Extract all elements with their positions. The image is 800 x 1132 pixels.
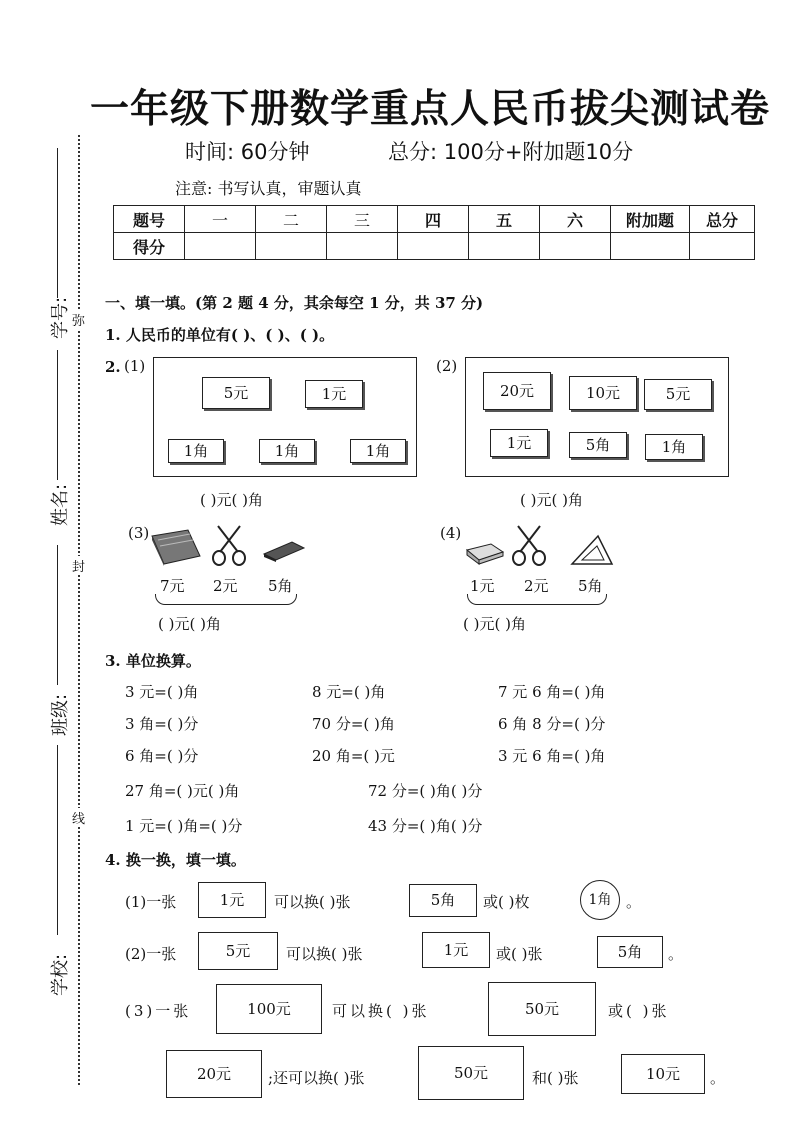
q4-2-text: (2)一张: [125, 945, 177, 963]
score-input-cell[interactable]: [611, 233, 690, 260]
class-label: 班级:: [50, 693, 72, 737]
score-header-cell: 附加题: [611, 206, 690, 233]
q4-1-end: 。: [626, 893, 642, 911]
score-header-cell: 三: [327, 206, 398, 233]
score-input-cell[interactable]: [256, 233, 327, 260]
conversion-item[interactable]: 3 元=( )角: [125, 683, 199, 701]
money-note: 100元: [216, 984, 322, 1034]
seal-char-xian: 线: [72, 808, 85, 827]
school-line: [57, 745, 58, 935]
question-1: 1. 人民币的单位有( )、( )、( )。: [105, 326, 335, 344]
money-note: 1元: [490, 429, 548, 457]
price-label: 5角: [578, 577, 603, 595]
exam-note: 注意: 书写认真，审题认真: [175, 179, 362, 198]
score-input-cell[interactable]: [327, 233, 398, 260]
seal-char-feng: 封: [72, 556, 85, 575]
price-label: 7元: [160, 577, 185, 595]
scissors-icon: [210, 524, 248, 566]
conversion-item[interactable]: 20 角=( )元: [312, 747, 395, 765]
q2-4-label: (4): [440, 524, 462, 542]
binding-dotted-line: [78, 135, 80, 1085]
q2-1-answer[interactable]: ( )元( )角: [200, 491, 263, 509]
q4-3b-end: 。: [710, 1069, 726, 1087]
money-note: 1角: [350, 439, 406, 463]
money-note: 1元: [422, 932, 490, 968]
score-table-row: [114, 233, 755, 260]
money-note: 5元: [198, 932, 278, 970]
score-input-cell[interactable]: [469, 233, 540, 260]
student-id-line: [57, 148, 58, 298]
conversion-item[interactable]: 3 角=( )分: [125, 715, 199, 733]
conversion-item[interactable]: 6 角=( )分: [125, 747, 199, 765]
question-3: 3. 单位换算。: [105, 652, 201, 670]
score-header-cell: 一: [185, 206, 256, 233]
q4-1-text: (1)一张: [125, 893, 177, 911]
name-line: [57, 350, 58, 480]
q2-2-label: (2): [436, 357, 458, 375]
money-note: 1元: [305, 380, 363, 408]
money-note: 10元: [621, 1054, 705, 1094]
money-note: 20元: [483, 372, 551, 410]
q4-3-text: (3)一张: [125, 1002, 192, 1020]
score-input-cell[interactable]: [690, 233, 755, 260]
price-label: 2元: [524, 577, 549, 595]
price-label: 2元: [213, 577, 238, 595]
question-2-number: 2.: [105, 358, 121, 376]
price-label: 5角: [268, 577, 293, 595]
score-input-cell[interactable]: [398, 233, 469, 260]
score-row-label: 得分: [114, 233, 185, 260]
money-note: 5角: [597, 936, 663, 968]
q4-3-blank[interactable]: 或( )张: [608, 1002, 670, 1020]
score-header-cell: 二: [256, 206, 327, 233]
money-note: 50元: [418, 1046, 524, 1100]
money-note: 5角: [569, 432, 627, 458]
money-note: 50元: [488, 982, 596, 1036]
q4-2-end: 。: [668, 945, 684, 963]
exam-time: 时间: 60分钟: [185, 140, 310, 164]
eraser-icon: [465, 540, 505, 566]
price-label: 1元: [470, 577, 495, 595]
page-title: 一年级下册数学重点人民币拔尖测试卷: [89, 87, 770, 132]
score-header-cell: 六: [540, 206, 611, 233]
money-note: 5角: [409, 884, 477, 917]
stapler-icon: [262, 538, 306, 562]
exam-score: 总分: 100分+附加题10分: [388, 140, 634, 164]
q2-4-answer[interactable]: ( )元( )角: [463, 615, 526, 633]
book-icon: [150, 528, 202, 566]
score-input-cell[interactable]: [185, 233, 256, 260]
conversion-item[interactable]: 8 元=( )角: [312, 683, 386, 701]
q4-1-blank[interactable]: 可以换( )张: [274, 893, 351, 911]
money-note: 20元: [166, 1050, 262, 1098]
school-label: 学校:: [50, 953, 72, 997]
conversion-item[interactable]: 43 分=( )角( )分: [368, 817, 483, 835]
q4-3b-blank[interactable]: ;还可以换( )张: [268, 1069, 365, 1087]
q4-3-blank[interactable]: 可以换( )张: [332, 1002, 430, 1020]
money-note: 5元: [202, 377, 270, 409]
score-header-cell: 题号: [114, 206, 185, 233]
q2-2-answer[interactable]: ( )元( )角: [520, 491, 583, 509]
conversion-item[interactable]: 72 分=( )角( )分: [368, 782, 483, 800]
conversion-item[interactable]: 27 角=( )元( )角: [125, 782, 240, 800]
money-note: 5元: [644, 379, 712, 410]
score-input-cell[interactable]: [540, 233, 611, 260]
conversion-item[interactable]: 70 分=( )角: [312, 715, 395, 733]
q2-3-label: (3): [128, 524, 150, 542]
scissors-icon: [510, 524, 548, 566]
class-line: [57, 545, 58, 685]
q4-2-blank[interactable]: 可以换( )张: [286, 945, 363, 963]
conversion-item[interactable]: 1 元=( )角=( )分: [125, 817, 243, 835]
q4-3b-blank[interactable]: 和( )张: [532, 1069, 579, 1087]
money-note: 1角: [259, 439, 315, 463]
conversion-item[interactable]: 6 角 8 分=( )分: [498, 715, 606, 733]
section-heading: 一、填一填。(第 2 题 4 分，其余每空 1 分，共 37 分): [105, 294, 484, 312]
q2-1-label: (1): [124, 357, 146, 375]
conversion-item[interactable]: 3 元 6 角=( )角: [498, 747, 606, 765]
price-brace: [155, 594, 297, 605]
money-note: 10元: [569, 376, 637, 410]
price-brace: [467, 594, 607, 605]
q4-2-blank[interactable]: 或( )张: [496, 945, 543, 963]
triangle-ruler-icon: [570, 534, 614, 566]
score-header-cell: 总分: [690, 206, 755, 233]
q4-1-blank[interactable]: 或( )枚: [483, 893, 530, 911]
seal-char-mi: 弥: [72, 310, 85, 329]
question-4: 4. 换一换，填一填。: [105, 851, 246, 869]
q2-3-answer[interactable]: ( )元( )角: [158, 615, 221, 633]
money-note: 1元: [198, 882, 266, 918]
coin: 1角: [580, 880, 620, 920]
student-id-label: 学号:: [50, 296, 72, 340]
score-table: [113, 205, 755, 260]
money-note: 1角: [168, 439, 224, 463]
money-note: 1角: [645, 434, 703, 460]
name-label: 姓名:: [50, 483, 72, 527]
score-table-header-row: [114, 206, 755, 233]
score-header-cell: 四: [398, 206, 469, 233]
conversion-item[interactable]: 7 元 6 角=( )角: [498, 683, 606, 701]
score-header-cell: 五: [469, 206, 540, 233]
